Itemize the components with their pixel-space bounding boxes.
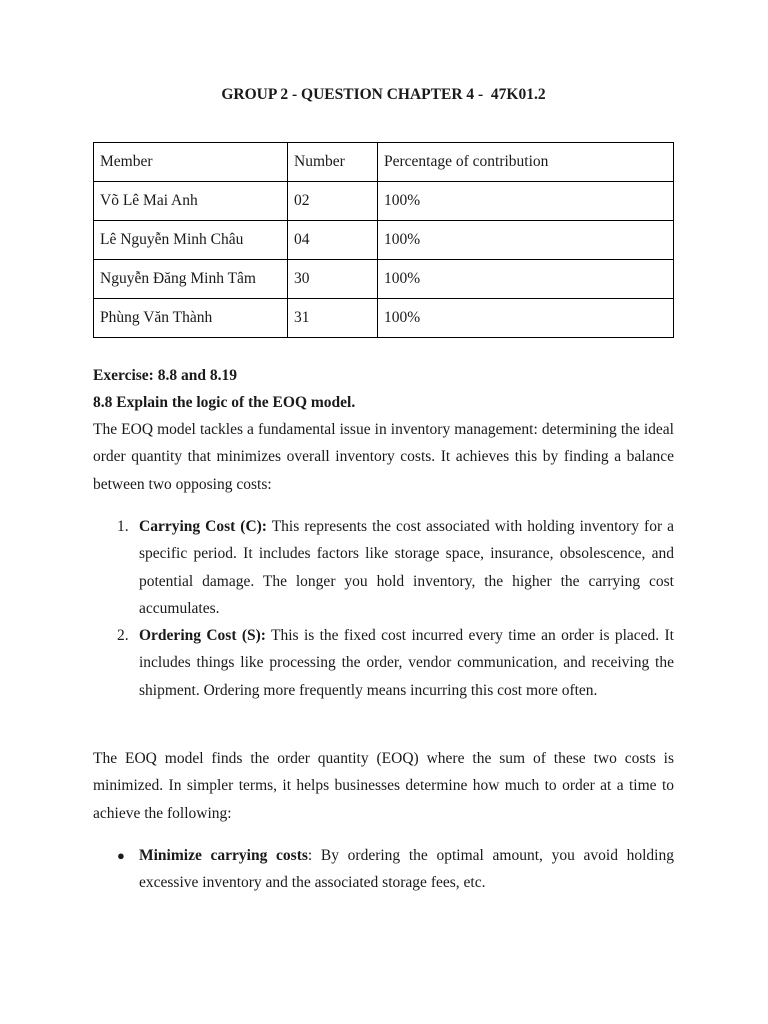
exercise-heading: Exercise: 8.8 and 8.19: [93, 367, 237, 384]
member-name-cell: Lê Nguyễn Minh Châu: [94, 221, 288, 260]
table-row: [94, 182, 674, 221]
contribution-cell: 100%: [378, 221, 674, 260]
table-row: [94, 299, 674, 338]
list-item-ordering-cost: [93, 622, 674, 704]
list-item-carrying-cost: [93, 513, 674, 623]
bullet-item-minimize-carrying-costs: [93, 842, 674, 897]
list-item-term: Carrying Cost (C):: [139, 518, 267, 535]
document-title: GROUP 2 - QUESTION CHAPTER 4 - 47K01.2: [221, 86, 546, 103]
table-row: [94, 260, 674, 299]
list-item-body: [139, 622, 674, 704]
list-item-text: This represents the cost associated with holding inventory for a specific period. It includes factors like storage space, insurance, obsolescence, and potential damage. The longer you hold inventory, the higher the carrying cost accumulates.: [139, 518, 675, 618]
list-item-term: Ordering Cost (S):: [139, 627, 266, 644]
table-header-row: [94, 143, 674, 182]
bullet-item-text: : By ordering the optimal amount, you avoid holding excessive inventory and the associated storage fees, etc.: [139, 847, 674, 892]
table-header-cell: Number: [288, 143, 378, 182]
bullet-item-body: [139, 842, 674, 897]
contribution-cell: 100%: [378, 299, 674, 338]
table-row: [94, 221, 674, 260]
member-number-cell: 30: [288, 260, 378, 299]
intro-paragraph: The EOQ model tackles a fundamental issue in inventory management: determining the ideal order quantity that minimizes overall inventory costs. It achieves this by finding a balance between two opposing costs:: [93, 421, 674, 493]
contribution-table: [93, 142, 674, 338]
list-marker: 2.: [117, 627, 129, 644]
bullet-marker: ●: [117, 848, 125, 863]
summary-paragraph: The EOQ model finds the order quantity (EOQ) where the sum of these two costs is minimized. In simpler terms, it helps businesses determine how much to order at a time to achieve the following:: [93, 750, 674, 822]
list-item-text: This is the fixed cost incurred every time an order is placed. It includes things like processing the order, vendor communication, and receiving the shipment. Ordering more frequently means incurring this cost more often.: [139, 627, 674, 699]
bullet-item-term: Minimize carrying costs: [139, 847, 308, 864]
table-header-cell: Member: [94, 143, 288, 182]
contribution-cell: 100%: [378, 182, 674, 221]
table-header-cell: Percentage of contribution: [378, 143, 674, 182]
member-name-cell: Nguyễn Đăng Minh Tâm: [94, 260, 288, 299]
contribution-cell: 100%: [378, 260, 674, 299]
member-name-cell: Võ Lê Mai Anh: [94, 182, 288, 221]
member-name-cell: Phùng Văn Thành: [94, 299, 288, 338]
question-heading: 8.8 Explain the logic of the EOQ model.: [93, 394, 356, 411]
member-number-cell: 02: [288, 182, 378, 221]
list-item-body: [139, 513, 674, 623]
member-number-cell: 31: [288, 299, 378, 338]
member-number-cell: 04: [288, 221, 378, 260]
list-marker: 1.: [117, 518, 129, 535]
